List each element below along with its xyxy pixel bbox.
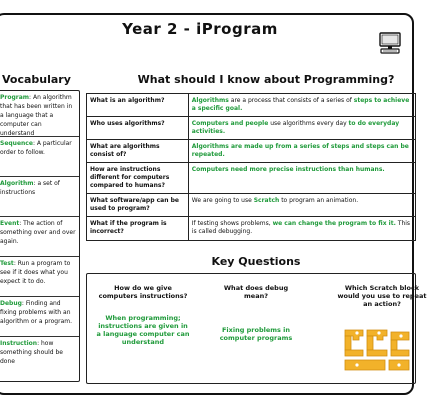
- vocab-item-instruction: [0, 337, 79, 381]
- answer-highlight: we can change the program to fix it.: [272, 220, 396, 227]
- answer-text: This is called debugging.: [191, 220, 411, 235]
- key-question-answer: When programming; instructions are given in a language computer can understand: [96, 314, 190, 346]
- key-question-text: What does debug mean?: [223, 284, 289, 300]
- answer-cell: [188, 94, 415, 117]
- vocab-term: Program: [0, 94, 30, 101]
- table-row: [87, 140, 416, 163]
- page-title: Year 2 - iProgram: [122, 20, 278, 38]
- key-question-answer: Fixing problems in computer programs: [219, 326, 293, 342]
- question-cell: What software/app can be used to program?: [87, 194, 189, 217]
- question-cell: What if the program is incorrect?: [87, 217, 189, 241]
- vocab-item-test: [0, 257, 79, 297]
- answer-text: If testing shows problems,: [191, 220, 273, 227]
- answer-text: We are going to use: [191, 197, 254, 204]
- vocab-term: Algorithm: [0, 180, 34, 187]
- answer-text: to program an animation.: [279, 197, 359, 204]
- vocab-item-algorithm: [0, 177, 79, 217]
- vocab-term: Instruction: [0, 340, 38, 347]
- vocab-definition: : Run a program to see if it does what you expect it to do.: [0, 260, 71, 285]
- key-question-2: [217, 284, 295, 342]
- vocab-item-sequence: [0, 137, 79, 177]
- vocab-definition: : The action of something over and over again.: [0, 220, 76, 245]
- answer-cell: [188, 117, 415, 140]
- vocab-term: Test: [0, 260, 14, 267]
- answer-text: use algorithms every day: [268, 120, 349, 127]
- vocab-definition: : a set of instructions: [0, 180, 60, 196]
- key-questions-panel: [86, 273, 427, 384]
- key-questions-heading: Key Questions: [211, 255, 301, 268]
- answer-highlight: Computers need more precise instructions than humans.: [191, 166, 385, 173]
- table-row: [87, 94, 416, 117]
- question-cell: How are instructions different for computers compared to humans?: [87, 163, 189, 194]
- vocab-definition: : An algorithm that has been written in a language that a computer can understand: [0, 94, 73, 137]
- answer-highlight: steps to achieve a specific goal.: [191, 97, 410, 112]
- vocab-definition: : Finding and fixing problems with an algorithm or a program.: [0, 300, 73, 325]
- question-cell: What is an algorithm?: [87, 94, 189, 117]
- answer-text: are a process that consists of a series of: [228, 97, 354, 104]
- vocabulary-heading: Vocabulary: [2, 73, 71, 86]
- vocab-definition: : A particular order to follow.: [0, 140, 72, 156]
- table-row: [87, 163, 416, 194]
- key-question-text: Which Scratch block would you use to repeat an action?: [337, 284, 427, 308]
- vocab-item-debug: [0, 297, 79, 337]
- answer-cell: [188, 194, 415, 217]
- vocabulary-list: [0, 90, 80, 382]
- table-row: [87, 117, 416, 140]
- key-question-1: [95, 284, 191, 346]
- vocab-item-event: [0, 217, 79, 257]
- vocab-term: Sequence: [0, 140, 33, 147]
- question-cell: Who uses algorithms?: [87, 117, 189, 140]
- key-question-text: How do we give computers instructions?: [98, 284, 188, 300]
- answer-cell: [188, 217, 415, 241]
- scratch-blocks-icon: [343, 328, 413, 374]
- question-cell: What are algorithms consist of?: [87, 140, 189, 163]
- vocab-term: Debug: [0, 300, 22, 307]
- programming-heading: What should I know about Programming?: [137, 73, 395, 86]
- key-question-3: [337, 284, 427, 308]
- computer-icon: [378, 31, 402, 55]
- answer-highlight: Computers and people: [191, 120, 269, 127]
- answer-highlight: Scratch: [253, 197, 280, 204]
- programming-table: [86, 93, 416, 241]
- vocab-item-program: [0, 91, 79, 137]
- answer-highlight: Algorithms are made up from a series of steps and steps can be repeated.: [191, 143, 409, 158]
- answer-highlight: to do everyday activities.: [191, 120, 400, 135]
- answer-cell: [188, 163, 415, 194]
- table-row: [87, 217, 416, 241]
- table-row: [87, 194, 416, 217]
- answer-highlight: Algorithms: [191, 97, 229, 104]
- vocab-term: Event: [0, 220, 20, 227]
- vocab-definition: : how something should be done: [0, 340, 63, 365]
- answer-cell: [188, 140, 415, 163]
